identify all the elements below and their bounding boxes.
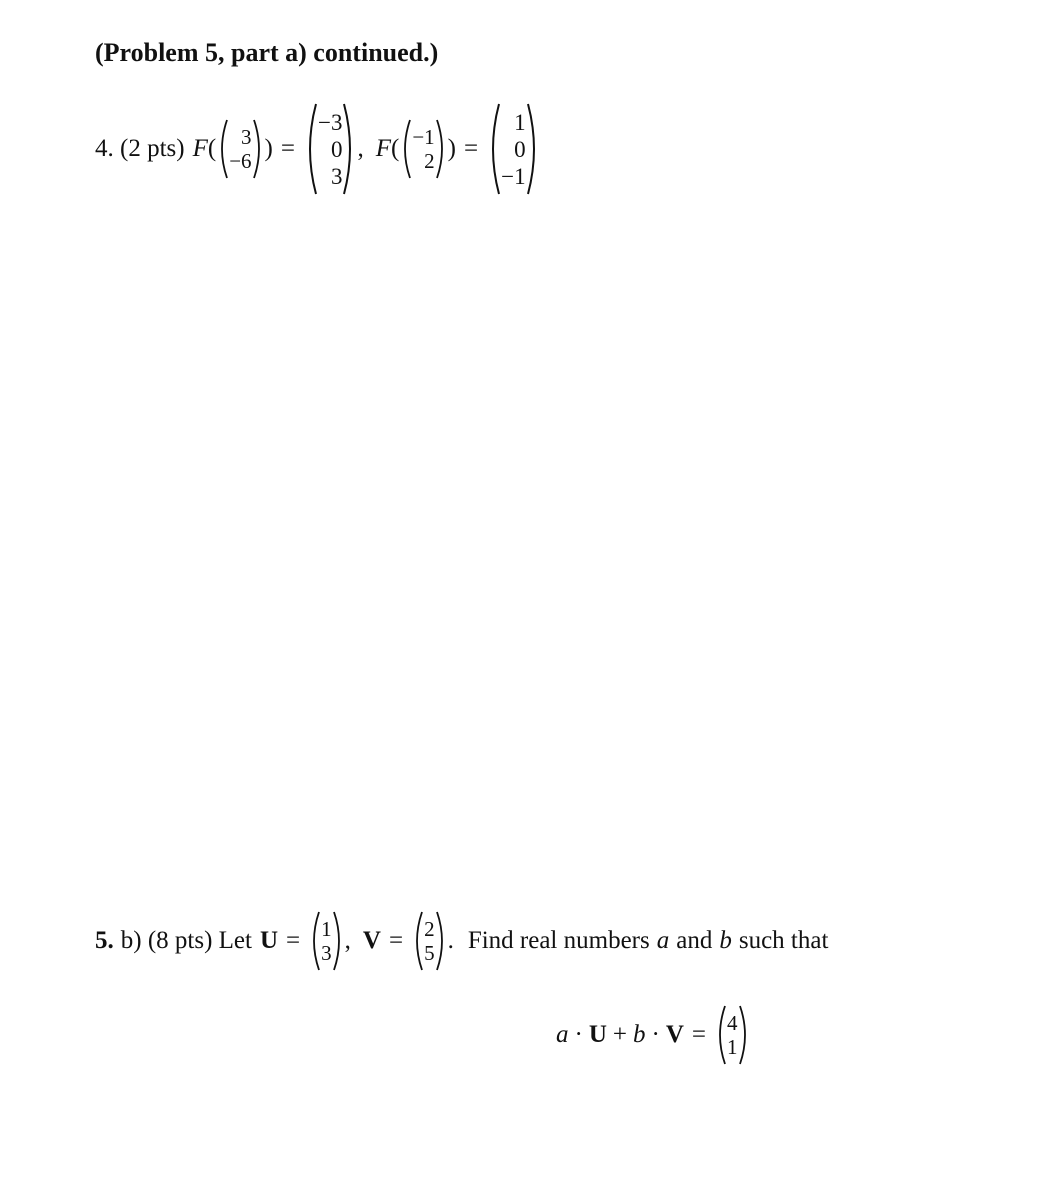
vector-entry: 0 [514, 136, 526, 162]
vector-entry: 3 [241, 125, 252, 149]
item-4-label: 4. (2 pts) [95, 135, 185, 162]
instruction-text: Find real numbers [467, 927, 650, 954]
vector-entry: 3 [330, 163, 343, 189]
function-f: F [375, 135, 391, 162]
target-vector [714, 1005, 751, 1065]
plus-operator: + [612, 1021, 627, 1048]
vector-u-symbol: U [259, 927, 279, 954]
input-vector-2 [399, 119, 447, 179]
vector-u [308, 911, 345, 971]
problem-number: 5. [95, 927, 114, 954]
vector-entry: −1 [501, 163, 526, 189]
variable-b: b [633, 1021, 646, 1048]
comma: , [344, 927, 351, 954]
vector-entry: 4 [727, 1011, 738, 1035]
dot-operator: · [574, 1021, 583, 1048]
vector-v [411, 911, 448, 971]
vector-entry: 3 [321, 941, 332, 965]
vector-entry: 1 [321, 917, 332, 941]
close-paren: ) [264, 135, 273, 162]
input-vector-1 [216, 119, 264, 179]
page-heading: (Problem 5, part a) continued.) [95, 38, 439, 67]
equals-sign: = [388, 927, 404, 954]
equals-sign: = [286, 927, 301, 954]
period: . [447, 927, 454, 954]
dot-operator: · [651, 1021, 660, 1048]
variable-b: b [719, 927, 732, 954]
equals-sign: = [280, 135, 295, 162]
item-5b-label: b) (8 pts) Let [120, 927, 252, 954]
vector-entry: −1 [412, 125, 435, 149]
item-4-line [95, 100, 541, 198]
vector-entry: −3 [317, 109, 343, 135]
open-paren: ( [207, 135, 217, 162]
vector-v-symbol: V [362, 927, 381, 954]
output-vector-2 [486, 103, 540, 195]
vector-entry: 1 [727, 1035, 738, 1059]
close-paren: ) [447, 135, 456, 162]
open-paren: ( [390, 135, 400, 162]
vector-entry: 5 [424, 941, 435, 965]
equals-sign: = [463, 135, 479, 162]
function-f: F [192, 135, 208, 162]
instruction-text: such that [738, 927, 829, 954]
comma: , [357, 135, 364, 162]
instruction-text: and [676, 927, 713, 954]
vector-entry: 2 [424, 149, 435, 173]
vector-entry: 2 [424, 917, 435, 941]
item-5b-line [95, 910, 828, 972]
vector-v-symbol: V [665, 1021, 684, 1048]
output-vector-1 [303, 103, 357, 195]
vector-entry: 1 [514, 109, 526, 135]
target-equation [556, 1004, 751, 1066]
equals-sign: = [691, 1021, 706, 1048]
variable-a: a [556, 1021, 569, 1048]
variable-a: a [656, 927, 670, 954]
vector-entry: 0 [330, 136, 343, 162]
vector-u-symbol: U [588, 1021, 607, 1048]
vector-entry: −6 [229, 149, 252, 173]
